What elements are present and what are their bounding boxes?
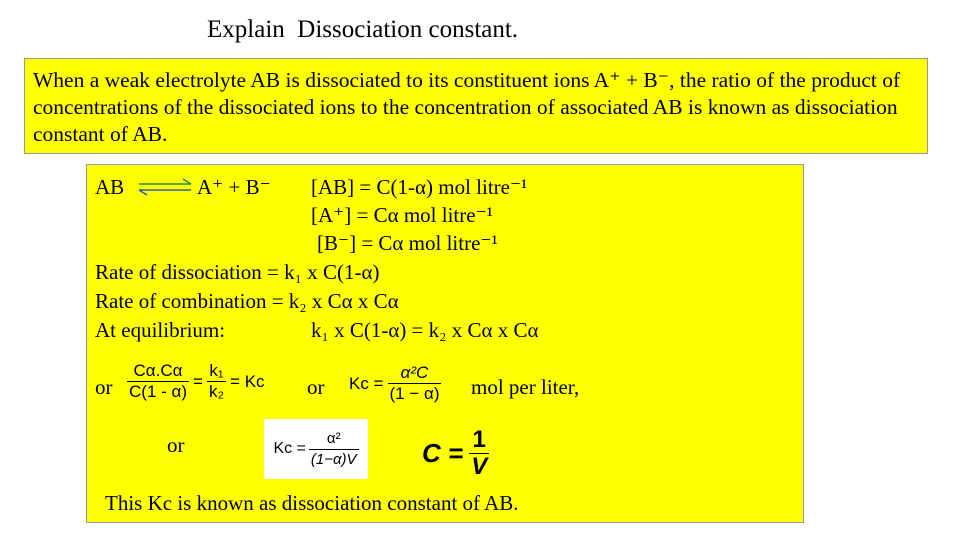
kc-volume-formula bbox=[264, 419, 368, 479]
kc-lhs: Kᴄ = bbox=[349, 373, 384, 393]
or-label-2: or bbox=[307, 375, 325, 399]
denominator-k2: k₂ bbox=[208, 382, 225, 401]
fraction-alpha2c bbox=[388, 363, 442, 404]
equals-kc: = Kᴄ bbox=[230, 371, 265, 391]
fraction-one-over-v bbox=[469, 427, 489, 480]
or-label-1: or bbox=[95, 375, 113, 399]
conc-b-minus: [B⁻] = Cα mol litre⁻¹ bbox=[317, 231, 498, 255]
conclusion-text: This Kc is known as dissociation constant of AB. bbox=[105, 491, 519, 515]
fraction-calpha bbox=[127, 361, 189, 402]
equilibrium-arrow-icon bbox=[135, 178, 195, 196]
fraction-alpha2-over-volume bbox=[309, 429, 359, 470]
kc-alpha-squared-equation bbox=[349, 363, 441, 404]
numerator-k1: k₁ bbox=[209, 361, 224, 380]
unit-mol-per-liter: mol per liter, bbox=[471, 375, 580, 399]
conc-a-plus: [A⁺] = Cα mol litre⁻¹ bbox=[311, 203, 493, 227]
or-label-3: or bbox=[167, 433, 185, 457]
equilibrium-label: At equilibrium: bbox=[95, 318, 226, 342]
rate-dissociation: Rate of dissociation = k₁ x C(1-α) bbox=[95, 260, 380, 284]
numerator-one: 1 bbox=[472, 426, 486, 453]
rate-combination: Rate of combination = k₂ x Cα x Cα bbox=[95, 289, 399, 313]
numerator-alpha2c: α²C bbox=[400, 363, 429, 382]
products-ions: A⁺ + B⁻ bbox=[197, 175, 271, 199]
kc-lhs-2: Kᴄ = bbox=[273, 440, 306, 457]
concentration-formula bbox=[422, 427, 489, 480]
numerator-alpha2: α² bbox=[326, 429, 341, 447]
definition-box bbox=[24, 58, 928, 154]
kc-fraction-equation bbox=[127, 361, 265, 402]
definition-text: When a weak electrolyte AB is dissociated to its constituent ions A⁺ + B⁻, the ratio of the product of concentrations of the dissociated ions to the concentration of associated AB is known as dissociation constant of AB. bbox=[33, 68, 901, 146]
fraction-k1-k2 bbox=[207, 361, 226, 402]
denominator-one-minus-alpha: (1 − α) bbox=[389, 384, 440, 403]
denominator-one-minus-alpha-v: (1−α)V bbox=[310, 450, 357, 468]
equilibrium-equation: k₁ x C(1-α) = k₂ x Cα x Cα bbox=[311, 318, 539, 342]
derivation-box bbox=[86, 164, 804, 523]
numerator-calpha: Cα.Cα bbox=[133, 361, 183, 380]
reactant-ab: AB bbox=[95, 175, 125, 199]
c-lhs: C = bbox=[422, 438, 464, 468]
slide-title: Explain Dissociation constant. bbox=[207, 16, 519, 43]
equals-sign: = bbox=[193, 371, 203, 391]
denominator-v: V bbox=[471, 453, 488, 480]
denominator-c-one-minus-alpha: C(1 - α) bbox=[129, 382, 187, 401]
conc-ab: [AB] = C(1-α) mol litre⁻¹ bbox=[311, 175, 528, 199]
